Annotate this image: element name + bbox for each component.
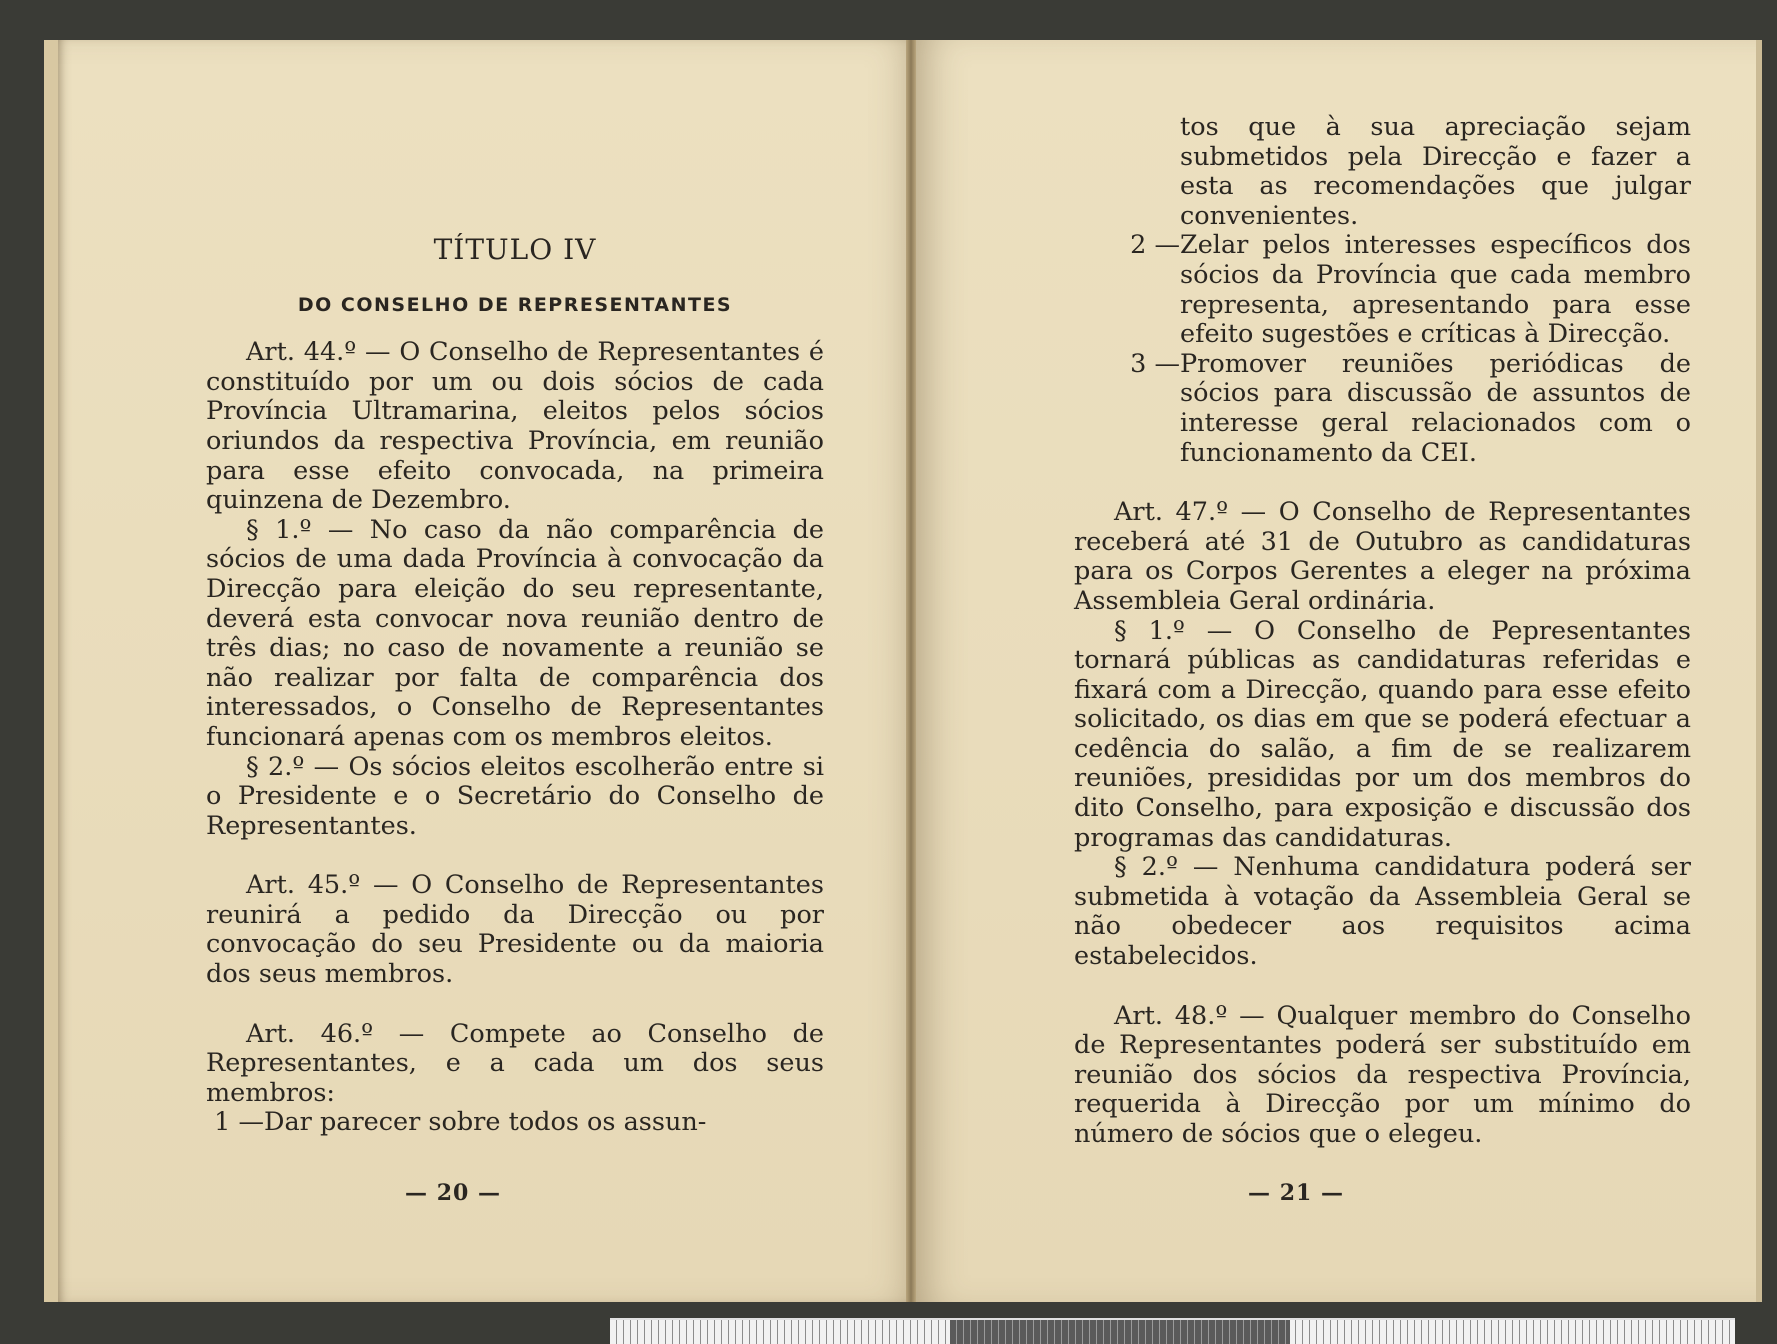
page-number-left: — 20 — <box>405 1180 501 1206</box>
spacer <box>206 990 824 1020</box>
item-text: Dar parecer sobre todos os assun- <box>264 1107 707 1138</box>
section-subtitle: DO CONSELHO DE REPRESENTANTES <box>297 293 733 316</box>
item-number: 2 — <box>1130 230 1180 261</box>
article-44: Art. 44.º — O Conselho de Representantes é constituído por um ou dois sócios de cada Província Ultramarina, eleitos pelos sócios oriundos da respectiva Província, em reunião para esse efeito convocada, na primeira quinzena de Dezembro. <box>206 337 824 516</box>
scale-ruler <box>610 1318 1735 1344</box>
article-47: Art. 47.º — O Conselho de Representantes receberá até 31 de Outubro as candidaturas para os Corpos Gerentes a eleger na próxima Assembleia Geral ordinária. <box>1074 497 1691 616</box>
article-46-item-3 <box>1074 350 1691 468</box>
ruler-dark-segment <box>950 1320 1290 1344</box>
article-46-item-1 <box>206 1108 824 1138</box>
article-44-paragraph-1: § 1.º — No caso da não comparência de sócios de uma dada Província à convocação da Direcção para eleição do seu representante, deverá esta convocar nova reunião dentro de três dias; no caso de novamente a reunião se não realizar por falta de comparência dos interessados, o Conselho de Representantes funcionará apenas com os membros eleitos. <box>206 514 824 752</box>
article-45: Art. 45.º — O Conselho de Representantes reunirá a pedido da Direcção ou por convocação do seu Presidente ou da maioria dos seus membros. <box>206 870 824 990</box>
section-title: TÍTULO IV <box>433 233 597 266</box>
article-48: Art. 48.º — Qualquer membro do Conselho de Representantes poderá ser substituído em reunião dos sócios da respectiva Província, requerida à Direcção por um mínimo do número de sócios que o elegeu. <box>1074 1000 1691 1149</box>
item-number: 3 — <box>1130 348 1180 379</box>
right-page-text <box>1074 113 1691 1150</box>
spacer <box>1074 468 1691 498</box>
item-text: Zelar pelos interesses específicos dos sócios da Província que cada membro representa, apresentando para esse efeito sugestões e críticas à Direcção. <box>1180 230 1691 350</box>
article-46: Art. 46.º — Compete ao Conselho de Representantes, e a cada um dos seus membros: <box>206 1018 824 1108</box>
page-number-right: — 21 — <box>1248 1180 1344 1206</box>
item-number: 1 — <box>214 1107 264 1138</box>
item-text: Promover reuniões periódicas de sócios para discussão de assuntos de interesse geral relacionados com o funcionamento da CEI. <box>1180 348 1691 468</box>
article-46-item-2 <box>1074 231 1691 349</box>
article-46-item-1-continuation: tos que à sua apreciação sejam submetidos pela Direcção e fazer a esta as recomendações que julgar convenientes. <box>1180 112 1691 231</box>
article-47-paragraph-1: § 1.º — O Conselho de Pepresentantes tornará públicas as candidaturas referidas e fixará com a Direcção, quando para esse efeito solicitado, os dias em que se poderá efectuar a cedência do salão, a fim de se realizarem reuniões, presididas por um dos membros do dito Conselho, para exposição e discussão dos programas das candidaturas. <box>1074 615 1691 853</box>
spacer <box>1074 972 1691 1002</box>
article-44-paragraph-2: § 2.º — Os sócios eleitos escolherão entre si o Presidente e o Secretário do Conselho de Representantes. <box>206 751 824 841</box>
right-page <box>916 40 1762 1302</box>
open-booklet <box>44 40 1756 1302</box>
book-spine <box>906 40 916 1302</box>
spacer <box>206 841 824 871</box>
left-page <box>44 40 920 1302</box>
article-47-paragraph-2: § 2.º — Nenhuma candidatura poderá ser submetida à votação da Assembleia Geral se não obedecer aos requisitos acima estabelecidos. <box>1074 852 1691 972</box>
left-page-text <box>206 235 824 1138</box>
